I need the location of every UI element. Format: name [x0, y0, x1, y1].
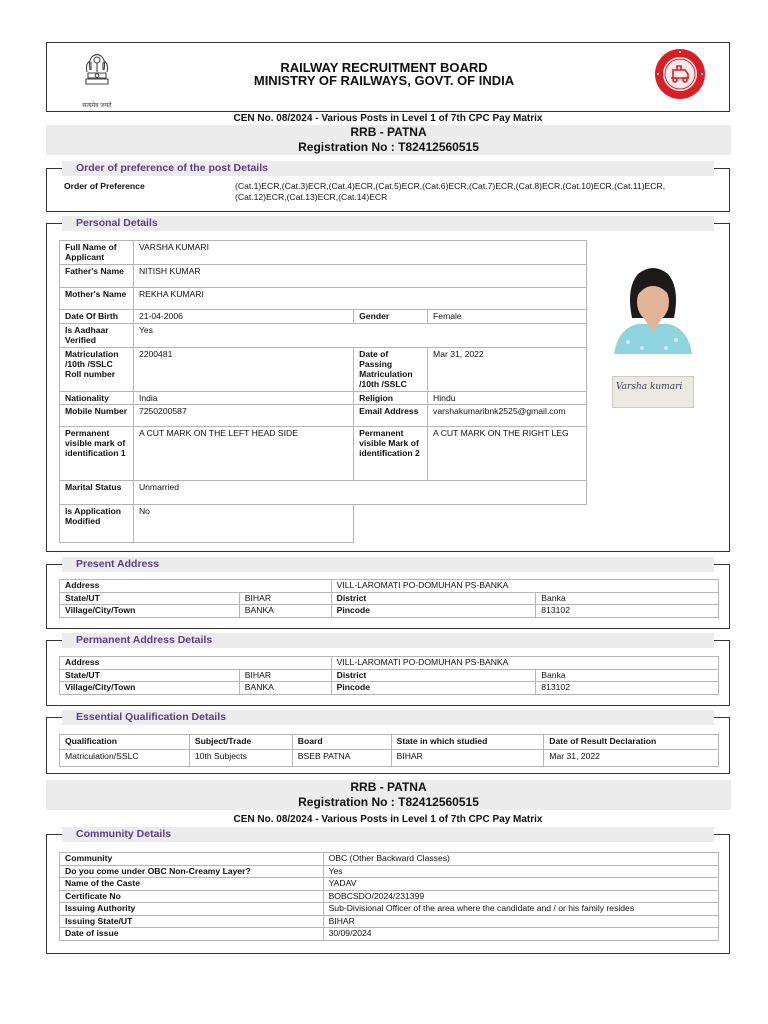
- table-row: [60, 592, 719, 605]
- permanent-state-value: BIHAR: [239, 669, 331, 682]
- permanent-village-value: BANKA: [239, 682, 331, 695]
- indian-railways-logo-icon: [654, 48, 706, 100]
- table-row: [60, 427, 587, 481]
- present-village-label: Village/City/Town: [60, 605, 240, 618]
- gender-label: Gender: [354, 310, 428, 324]
- rrb-band-bottom: [46, 780, 731, 810]
- caste-value: YADAV: [323, 878, 718, 891]
- caste-label: Name of the Caste: [60, 878, 324, 891]
- authority-label: Issuing Authority: [60, 903, 324, 916]
- signature-text: Varsha kumari: [616, 382, 683, 392]
- permanent-address-title: Permanent Address Details: [62, 633, 714, 648]
- present-state-value: BIHAR: [239, 592, 331, 605]
- table-row: [60, 265, 587, 288]
- table-row: [60, 890, 719, 903]
- dob-label: Date Of Birth: [60, 310, 134, 324]
- qual-cell: BSEB PATNA: [292, 750, 391, 767]
- passing-value: Mar 31, 2022: [428, 348, 587, 392]
- gender-value: Female: [428, 310, 587, 324]
- father-value: NITISH KUMAR: [133, 265, 586, 288]
- present-pincode-label: Pincode: [331, 605, 536, 618]
- certificate-value: BOBCSDO/2024/231399: [323, 890, 718, 903]
- table-row: [60, 481, 587, 505]
- registration-number: Registration No : T82412560515: [298, 140, 479, 154]
- father-label: Father's Name: [60, 265, 134, 288]
- table-row: [60, 853, 719, 866]
- emblem-caption: सत्यमेव जयते: [82, 103, 112, 109]
- permanent-address-value: VILL-LAROMATI PO-DOMUHAN PS-BANKA: [331, 657, 718, 670]
- nationality-label: Nationality: [60, 392, 134, 405]
- table-row: [60, 405, 587, 427]
- religion-label: Religion: [354, 392, 428, 405]
- issue-date-label: Date of issue: [60, 928, 324, 941]
- qualification-title: Essential Qualification Details: [62, 710, 714, 725]
- table-row: [60, 928, 719, 941]
- qual-cell: Mar 31, 2022: [544, 750, 719, 767]
- registration-number: Registration No : T82412560515: [298, 795, 479, 809]
- qual-cell: BIHAR: [391, 750, 544, 767]
- table-row: [60, 310, 587, 324]
- table-row: [60, 580, 719, 593]
- rrb-band-top: [46, 125, 731, 155]
- present-address-label: Address: [60, 580, 332, 593]
- mark1-value: A CUT MARK ON THE LEFT HEAD SIDE: [133, 427, 353, 481]
- permanent-state-label: State/UT: [60, 669, 240, 682]
- qual-cell: 10th Subjects: [189, 750, 292, 767]
- permanent-address-table: [59, 656, 719, 695]
- present-address-value: VILL-LAROMATI PO-DOMUHAN PS-BANKA: [331, 580, 718, 593]
- present-address-table: [59, 579, 719, 618]
- table-row: [60, 505, 587, 543]
- qual-header: Board: [292, 735, 391, 750]
- name-label: Full Name of Applicant: [60, 241, 134, 265]
- qualification-table: [59, 734, 719, 767]
- table-row: [60, 324, 587, 348]
- name-value: VARSHA KUMARI: [133, 241, 586, 265]
- permanent-district-value: Banka: [536, 669, 719, 682]
- matric-value: 2200481: [133, 348, 353, 392]
- obc-ncl-value: Yes: [323, 865, 718, 878]
- logo-text: भारतीय रेल • INDIAN RAILWAYS: [654, 101, 668, 102]
- table-row: [60, 878, 719, 891]
- present-village-value: BANKA: [239, 605, 331, 618]
- email-value: varshakumaribnk2525@gmail.com: [428, 405, 587, 427]
- table-row: [60, 735, 719, 750]
- present-address-title: Present Address: [62, 557, 714, 572]
- cen-notice: CEN No. 08/2024 - Various Posts in Level 1 of 7th CPC Pay Matrix: [233, 113, 543, 124]
- marital-label: Marital Status: [60, 481, 134, 505]
- preference-label: Order of Preference: [64, 181, 145, 191]
- present-state-label: State/UT: [60, 592, 240, 605]
- certificate-label: Certificate No: [60, 890, 324, 903]
- permanent-address-label: Address: [60, 657, 332, 670]
- preference-value: (Cat.1)ECR,(Cat.3)ECR,(Cat.4)ECR,(Cat.5)ECR,(Cat.6)ECR,(Cat.7)ECR,(Cat.8)ECR,(Cat.10)ECR,(Cat.11)ECR,(Cat.12)ECR,(Cat.13)ECR,(Cat.14)ECR: [235, 181, 666, 202]
- issue-date-value: 30/09/2024: [323, 928, 718, 941]
- qual-cell: Matriculation/SSLC: [60, 750, 190, 767]
- mark1-label: Permanent visible mark of identification 1: [60, 427, 134, 481]
- qual-header: Date of Result Declaration: [544, 735, 719, 750]
- community-label: Community: [60, 853, 324, 866]
- mark2-value: A CUT MARK ON THE RIGHT LEG: [428, 427, 587, 481]
- rrb-name: RRB - PATNA: [350, 125, 427, 139]
- nationality-value: India: [133, 392, 353, 405]
- qual-header: Subject/Trade: [189, 735, 292, 750]
- personal-details-table: [59, 240, 587, 543]
- authority-value: Sub-Divisional Officer of the area where the candidate and / or his family resides: [323, 903, 718, 916]
- table-row: [60, 657, 719, 670]
- table-row: [60, 605, 719, 618]
- religion-value: Hindu: [428, 392, 587, 405]
- mother-label: Mother's Name: [60, 288, 134, 310]
- cen-notice: CEN No. 08/2024 - Various Posts in Level 1 of 7th CPC Pay Matrix: [233, 814, 543, 825]
- table-row: [60, 750, 719, 767]
- personal-section-title: Personal Details: [62, 216, 714, 231]
- issuing-state-label: Issuing State/UT: [60, 915, 324, 928]
- rrb-name: RRB - PATNA: [350, 780, 427, 794]
- ministry-title: MINISTRY OF RAILWAYS, GOVT. OF INDIA: [253, 73, 515, 88]
- table-row: [60, 865, 719, 878]
- preference-section-title: Order of preference of the post Details: [62, 161, 714, 176]
- matric-label: Matriculation /10th /SSLC Roll number: [60, 348, 134, 392]
- present-district-label: District: [331, 592, 536, 605]
- dob-value: 21-04-2006: [133, 310, 353, 324]
- aadhaar-label: Is Aadhaar Verified: [60, 324, 134, 348]
- qual-header: State in which studied: [391, 735, 544, 750]
- mobile-label: Mobile Number: [60, 405, 134, 427]
- table-row: [60, 682, 719, 695]
- mark2-label: Permanent visible Mark of identification 2: [354, 427, 428, 481]
- obc-ncl-label: Do you come under OBC Non-Creamy Layer?: [60, 865, 324, 878]
- table-row: [60, 915, 719, 928]
- table-row: [60, 392, 587, 405]
- aadhaar-value: Yes: [133, 324, 586, 348]
- marital-value: Unmarried: [133, 481, 586, 505]
- present-pincode-value: 813102: [536, 605, 719, 618]
- present-district-value: Banka: [536, 592, 719, 605]
- permanent-district-label: District: [331, 669, 536, 682]
- mother-value: REKHA KUMARI: [133, 288, 586, 310]
- permanent-village-label: Village/City/Town: [60, 682, 240, 695]
- applicant-signature: [612, 376, 694, 408]
- mobile-value: 7250200587: [133, 405, 353, 427]
- community-table: [59, 852, 719, 941]
- community-value: OBC (Other Backward Classes): [323, 853, 718, 866]
- community-title: Community Details: [62, 827, 714, 842]
- passing-label: Date of Passing Matriculation /10th /SSLC: [354, 348, 428, 392]
- modified-label: Is Application Modified: [60, 505, 134, 543]
- table-row: [60, 348, 587, 392]
- permanent-pincode-value: 813102: [536, 682, 719, 695]
- permanent-pincode-label: Pincode: [331, 682, 536, 695]
- table-row: [60, 903, 719, 916]
- person-icon: [612, 258, 694, 354]
- qual-header: Qualification: [60, 735, 190, 750]
- applicant-photo: [612, 258, 694, 354]
- table-row: [60, 288, 587, 310]
- board-title: RAILWAY RECRUITMENT BOARD: [280, 60, 488, 75]
- table-row: [60, 241, 587, 265]
- table-row: [60, 669, 719, 682]
- issuing-state-value: BIHAR: [323, 915, 718, 928]
- email-label: Email Address: [354, 405, 428, 427]
- modified-value: No: [133, 505, 353, 543]
